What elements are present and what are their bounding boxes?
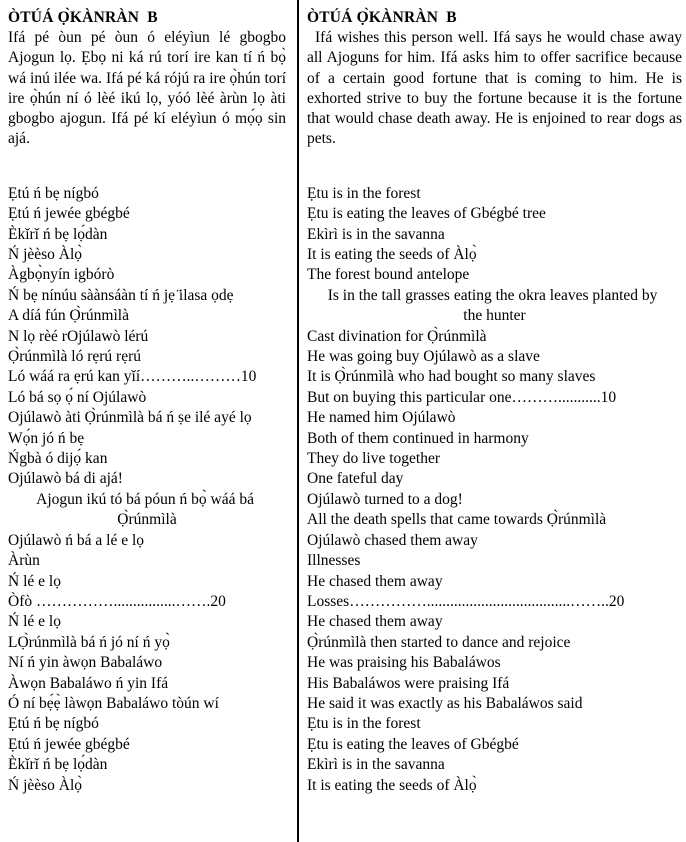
verse-line: Ajogun ikú tó bá póun ń bọ̀ wáá bá Ọ̀rúnmìlà — [8, 490, 286, 531]
verse-line: Ojúlawò àti Ọ̀rúnmìlà bá ń ṣe ilé ayé lọ — [8, 409, 252, 427]
verse-line: Ń jèèso Àlọ̀ — [8, 246, 83, 263]
english-verse-list — [307, 184, 682, 796]
verse-line: Ń jèèso Àlọ̀ — [8, 776, 83, 794]
verse-line: Ń lé e lọ — [8, 572, 61, 590]
yoruba-intro-paragraph: Ifá pé òun pé òun ó eléyìun lé gbogbo Ajogun lọ. Ẹbọ ni ká rú torí ire kan tí ń bọ̀ wá inú ilée wa. Ifá pé ká rójú ra ire ọ̀hún torí ire ọ̀hún ní ó lèé ikú lọ, yóó lèé àrùn lọ àti gbogbo ajogun. Ifá pé kí eléyìun ó mọ́ọ sin ajá. — [8, 29, 286, 148]
verse-line: His Babaláwos were praising Ifá — [307, 674, 510, 692]
verse-line: They do live together — [307, 450, 440, 468]
verse-line: Àwọn Babaláwo ń yin Ifá — [8, 674, 169, 692]
verse-line: The forest bound antelope — [307, 266, 470, 284]
verse-line: It is eating the seeds of Àlọ̀ — [307, 776, 477, 794]
verse-line: A díá fún Ọ̀rúnmìlà — [8, 307, 129, 325]
verse-line: Ní ń yin àwọn Babaláwo — [8, 654, 163, 672]
verse-line: It is eating the seeds of Àlọ̀ — [307, 246, 477, 263]
verse-line: Illnesses — [307, 552, 361, 570]
verse-line: Both of them continued in harmony — [307, 429, 529, 447]
verse-line: Ẹtu is in the forest — [307, 184, 421, 202]
verse-line: LỌ̀rúnmìlà bá ń jó ní ń yọ̀ — [8, 633, 170, 651]
verse-line: Èkǐrǐ ń bẹ lọ́dàn — [8, 756, 108, 774]
verse-line: He was praising his Babaláwos — [307, 654, 501, 672]
yoruba-heading: ÒTÚÁ Ọ̀KÀNRÀN B — [8, 9, 158, 26]
verse-line: He chased them away — [307, 613, 443, 631]
yoruba-verse-list — [8, 184, 286, 796]
verse-line: Ẹtu is in the forest — [307, 715, 421, 733]
verse-line: Ń bẹ nínúu sàànsáàn tí ń jẹ ̈ilasa ọdẹ — [8, 286, 234, 304]
verse-line: Ẹtú ń jewée gbégbé — [8, 735, 130, 753]
verse-line: Ńgbà ó dijọ́ kan — [8, 450, 108, 468]
verse-line: Ló bá sọ ọ́ ní Ojúlawò — [8, 388, 147, 406]
verse-line: It is Ọ̀rúnmìlà who had bought so many slaves — [307, 368, 596, 386]
verse-line-continuation: the hunter — [463, 307, 526, 325]
verse-line: All the death spells that came towards Ọ̀rúnmìlà — [307, 511, 607, 529]
verse-line: Ojúlawò turned to a dog! — [307, 490, 463, 508]
english-column — [303, 0, 686, 796]
verse-line: Ojúlawò ń bá a lé e lọ — [8, 531, 145, 549]
verse-line: Àrùn — [8, 552, 40, 570]
verse-line: Ló wáá ra ẹrú kan yǐí………..………10 — [8, 368, 257, 386]
verse-line: Ẹtú ń jewée gbégbé — [8, 205, 130, 223]
yoruba-column — [0, 0, 292, 796]
verse-line: Ekìrì is in the savanna — [307, 756, 445, 774]
verse-line: One fateful day — [307, 470, 404, 488]
verse-line: Ẹtu is eating the leaves of Gbégbé — [307, 735, 519, 753]
verse-line: He said it was exactly as his Babaláwos said — [307, 694, 583, 712]
verse-line: Is in the tall grasses eating the okra leaves planted by the hunter — [307, 286, 682, 327]
verse-line: Ojúlawò chased them away — [307, 531, 478, 549]
verse-line: Ẹtú ń bẹ nígbó — [8, 715, 99, 733]
verse-line: Ọ̀rúnmìlà then started to dance and rejoice — [307, 633, 571, 651]
verse-line: Òfò ……………................…….20 — [8, 592, 226, 610]
verse-line: He named him Ojúlawò — [307, 409, 456, 427]
verse-line: Wọ́n jó ń bẹ — [8, 429, 85, 447]
verse-line: Ekìrì is in the savanna — [307, 225, 445, 243]
verse-line: But on buying this particular one………...........10 — [307, 388, 617, 406]
column-divider-rule — [297, 0, 299, 842]
verse-line: Ó ní bẹ́ẹ̀ làwọn Babaláwo tòún wí — [8, 694, 219, 712]
verse-line-continuation: Ọ̀rúnmìlà — [117, 511, 177, 529]
english-intro-paragraph: Ifá wishes this person well. Ifá says he would chase away all Ajoguns for him. Ifá asks him to offer sacrifice because of a certain good fortune that is coming to him. He is exhorted strive to buy the fortune because it is the fortune that would chase death away. He is enjoined to rear dogs as pets. — [307, 29, 682, 148]
english-heading: ÒTÚÁ Ọ̀KÀNRÀN B — [307, 9, 457, 26]
verse-line: Ẹtú ń bẹ nígbó — [8, 184, 99, 202]
verse-line: He chased them away — [307, 572, 443, 590]
verse-line: Cast divination for Ọ̀rúnmìlà — [307, 327, 487, 345]
verse-line: Ọ̀rúnmìlà ló rẹrú rẹrú — [8, 348, 141, 366]
verse-line: Àgbọ̀nyín igbórò — [8, 266, 115, 284]
verse-line: Èkǐrǐ ń bẹ lọ́dàn — [8, 225, 108, 243]
verse-line: Ẹtu is eating the leaves of Gbégbé tree — [307, 205, 546, 223]
verse-line: N lọ rèé rOjúlawò lérú — [8, 327, 149, 345]
verse-line: He was going buy Ojúlawò as a slave — [307, 348, 540, 366]
verse-line: Ojúlawò bá di ajá! — [8, 470, 123, 488]
verse-line: Ń lé e lọ — [8, 613, 61, 631]
verse-line: Losses…………….....................................……..20 — [307, 592, 625, 610]
